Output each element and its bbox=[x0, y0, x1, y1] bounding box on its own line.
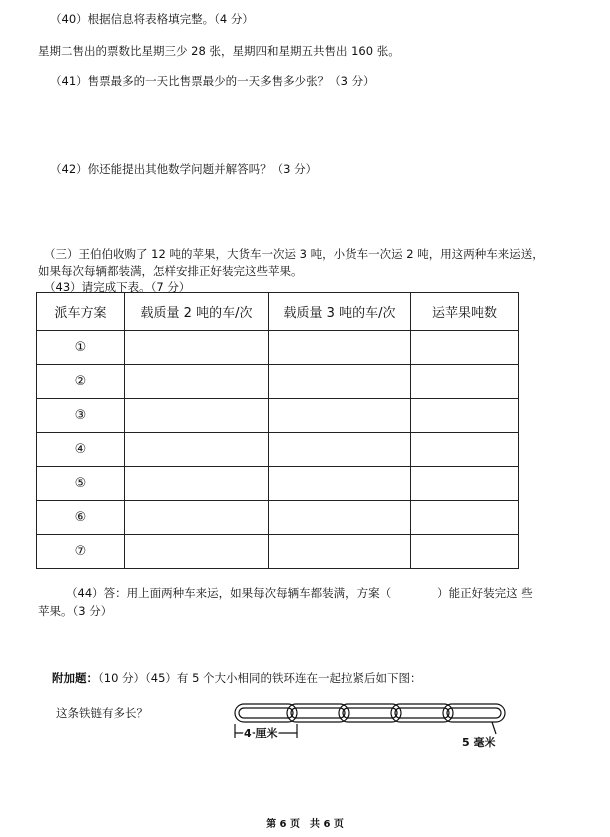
cell-3t[interactable] bbox=[269, 331, 411, 365]
plan-number: ① bbox=[37, 331, 125, 365]
table-row bbox=[37, 535, 519, 569]
ring-length-label: 4 厘米 bbox=[244, 727, 278, 740]
cell-tons[interactable] bbox=[411, 433, 519, 467]
cell-3t[interactable] bbox=[269, 399, 411, 433]
cell-tons[interactable] bbox=[411, 467, 519, 501]
header-3t-truck: 载质量 3 吨的车/次 bbox=[269, 293, 411, 331]
cell-2t[interactable] bbox=[125, 535, 269, 569]
thickness-label: 5 毫米 bbox=[462, 736, 496, 749]
table-row bbox=[37, 331, 519, 365]
chain-ring bbox=[443, 704, 505, 722]
bonus-title bbox=[52, 671, 422, 685]
cell-2t[interactable] bbox=[125, 399, 269, 433]
bonus-label: 附加题： bbox=[52, 671, 98, 685]
cell-2t[interactable] bbox=[125, 331, 269, 365]
table-row bbox=[37, 467, 519, 501]
table-row bbox=[37, 365, 519, 399]
chain-ring bbox=[339, 704, 401, 722]
table-row bbox=[37, 433, 519, 467]
section-3-line-1: （三）王伯伯收购了 12 吨的苹果，大货车一次运 3 吨，小货车一次运 2 吨，用这两种车来运送， bbox=[44, 247, 544, 261]
ticket-info: 星期二售出的票数比星期三少 28 张，星期四和星期五共售出 160 张。 bbox=[38, 44, 400, 58]
table-row bbox=[37, 501, 519, 535]
table-row bbox=[37, 399, 519, 433]
plan-number: ⑦ bbox=[37, 535, 125, 569]
chain-ring bbox=[287, 704, 349, 722]
thickness-pointer bbox=[492, 722, 496, 734]
cell-3t[interactable] bbox=[269, 501, 411, 535]
plan-number: ⑤ bbox=[37, 467, 125, 501]
cell-3t[interactable] bbox=[269, 467, 411, 501]
chain-ring bbox=[391, 704, 453, 722]
table-header-row bbox=[37, 293, 519, 331]
question-44-line-2: 苹果。（3 分） bbox=[38, 604, 113, 618]
question-44-line-1: （44）答：用上面两种车来运，如果每次每辆车都装满，方案（ ）能正好装完这 些 bbox=[66, 586, 533, 600]
cell-tons[interactable] bbox=[411, 501, 519, 535]
plan-number: ② bbox=[37, 365, 125, 399]
cell-3t[interactable] bbox=[269, 535, 411, 569]
cell-2t[interactable] bbox=[125, 365, 269, 399]
section-3-line-2: 如果每次每辆都装满，怎样安排正好装完这些苹果。 bbox=[38, 264, 303, 278]
dispatch-table bbox=[36, 292, 519, 569]
plan-number: ⑥ bbox=[37, 501, 125, 535]
chain-figure bbox=[230, 700, 510, 752]
question-41: （41）售票最多的一天比售票最少的一天多售多少张？（3 分） bbox=[50, 74, 375, 88]
bonus-text: （10 分）（45）有 5 个大小相同的铁环连在一起拉紧后如下图： bbox=[98, 671, 422, 685]
plan-number: ④ bbox=[37, 433, 125, 467]
plan-number: ③ bbox=[37, 399, 125, 433]
question-43: （43）请完成下表。（7 分） bbox=[44, 280, 191, 294]
cell-tons[interactable] bbox=[411, 399, 519, 433]
chain-ring bbox=[235, 704, 297, 722]
question-40: （40）根据信息将表格填完整。（4 分） bbox=[50, 12, 254, 26]
cell-2t[interactable] bbox=[125, 433, 269, 467]
page-footer: 第 6 页 共 6 页 bbox=[266, 819, 344, 830]
cell-3t[interactable] bbox=[269, 365, 411, 399]
cell-2t[interactable] bbox=[125, 501, 269, 535]
cell-3t[interactable] bbox=[269, 433, 411, 467]
header-2t-truck: 载质量 2 吨的车/次 bbox=[125, 293, 269, 331]
question-42: （42）你还能提出其他数学问题并解答吗？（3 分） bbox=[50, 162, 318, 176]
cell-tons[interactable] bbox=[411, 365, 519, 399]
header-plan: 派车方案 bbox=[37, 293, 125, 331]
cell-tons[interactable] bbox=[411, 331, 519, 365]
cell-2t[interactable] bbox=[125, 467, 269, 501]
cell-tons[interactable] bbox=[411, 535, 519, 569]
header-tons: 运苹果吨数 bbox=[411, 293, 519, 331]
chain-question: 这条铁链有多长？ bbox=[56, 706, 148, 720]
